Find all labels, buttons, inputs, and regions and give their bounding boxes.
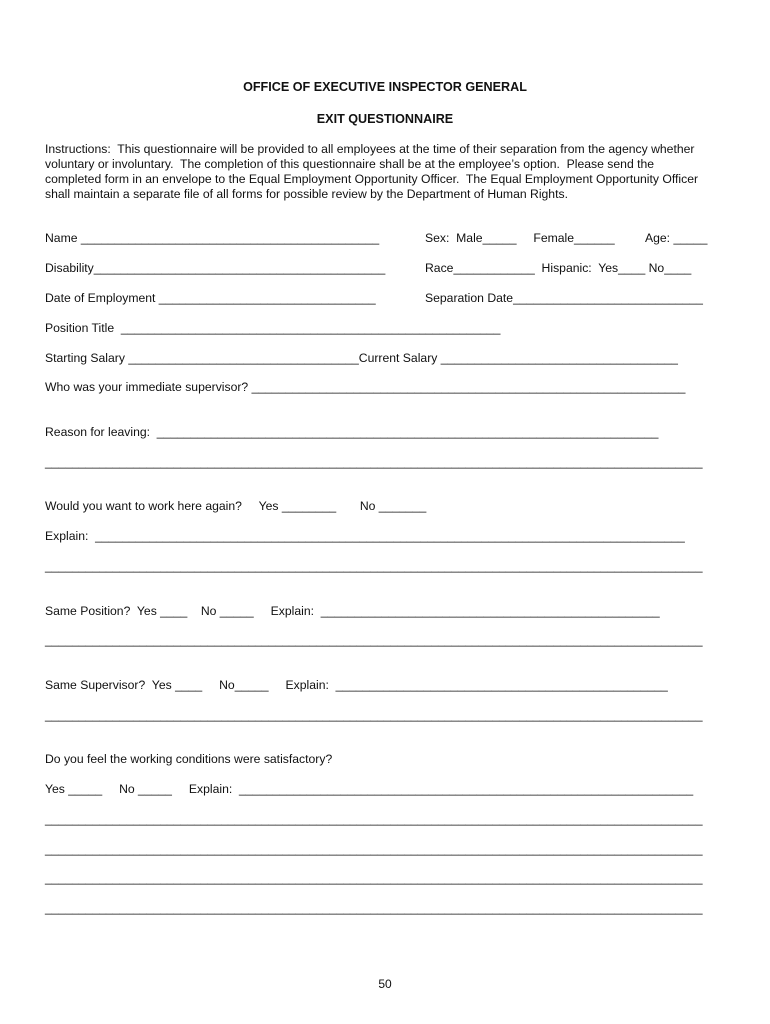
instructions-line: shall maintain a separate file of all forms for possible review by the Department of Human Rights.	[45, 187, 568, 201]
working-conditions-explain-line[interactable]: _________________________________________________________________________________________________	[45, 901, 703, 915]
race-hispanic-field[interactable]: Race____________ Hispanic: Yes____ No____	[425, 261, 692, 275]
position-title-field[interactable]: Position Title ________________________________________________________	[45, 321, 501, 335]
work-again-explain-line[interactable]: _________________________________________________________________________________________________	[45, 559, 703, 573]
office-title: OFFICE OF EXECUTIVE INSPECTOR GENERAL	[243, 80, 527, 94]
working-conditions-question: Do you feel the working conditions were satisfactory?	[45, 752, 333, 766]
work-again-explain-field[interactable]: Explain: _______________________________________________________________________________________	[45, 529, 685, 543]
reason-for-leaving-line[interactable]: _________________________________________________________________________________________________	[45, 455, 703, 469]
instructions-line: voluntary or involuntary. The completion of this questionnaire shall be at the employee’s option. Please send the	[45, 157, 655, 171]
same-position-explain-line[interactable]: _________________________________________________________________________________________________	[45, 633, 703, 647]
age-field[interactable]: Age: _____	[645, 231, 708, 245]
same-supervisor-explain-line[interactable]: _________________________________________________________________________________________________	[45, 708, 703, 722]
working-conditions-answer-field[interactable]: Yes _____ No _____ Explain: ___________________________________________________________________	[45, 782, 694, 796]
same-position-field[interactable]: Same Position? Yes ____ No _____ Explain: __________________________________________________	[45, 604, 660, 618]
working-conditions-explain-line[interactable]: _________________________________________________________________________________________________	[45, 842, 703, 856]
same-supervisor-field[interactable]: Same Supervisor? Yes ____ No_____ Explain: _________________________________________________	[45, 678, 668, 692]
disability-field[interactable]: Disability___________________________________________	[45, 261, 386, 275]
sex-field[interactable]: Sex: Male_____ Female______	[425, 231, 615, 245]
form-title: EXIT QUESTIONNAIRE	[316, 112, 454, 126]
separation-date-field[interactable]: Separation Date____________________________	[425, 291, 703, 305]
date-of-employment-field[interactable]: Date of Employment ________________________________	[45, 291, 376, 305]
instructions-line: completed form in an envelope to the Equal Employment Opportunity Officer. The Equal Employment Opportunity Officer	[45, 172, 699, 186]
page-number: 50	[378, 977, 392, 991]
working-conditions-explain-line[interactable]: _________________________________________________________________________________________________	[45, 871, 703, 885]
name-field[interactable]: Name ____________________________________________	[45, 231, 380, 245]
instructions-line: Instructions: This questionnaire will be provided to all employees at the time of their separation from the agency whether	[45, 142, 695, 156]
reason-for-leaving-field[interactable]: Reason for leaving: __________________________________________________________________________	[45, 425, 659, 439]
instructions-paragraph	[45, 142, 735, 202]
supervisor-field[interactable]: Who was your immediate supervisor? ________________________________________________________________	[45, 380, 686, 394]
working-conditions-explain-line[interactable]: _________________________________________________________________________________________________	[45, 812, 703, 826]
salary-fields[interactable]: Starting Salary __________________________________Current Salary ___________________________________	[45, 351, 678, 365]
work-here-again-field[interactable]: Would you want to work here again? Yes ________ No _______	[45, 499, 427, 513]
